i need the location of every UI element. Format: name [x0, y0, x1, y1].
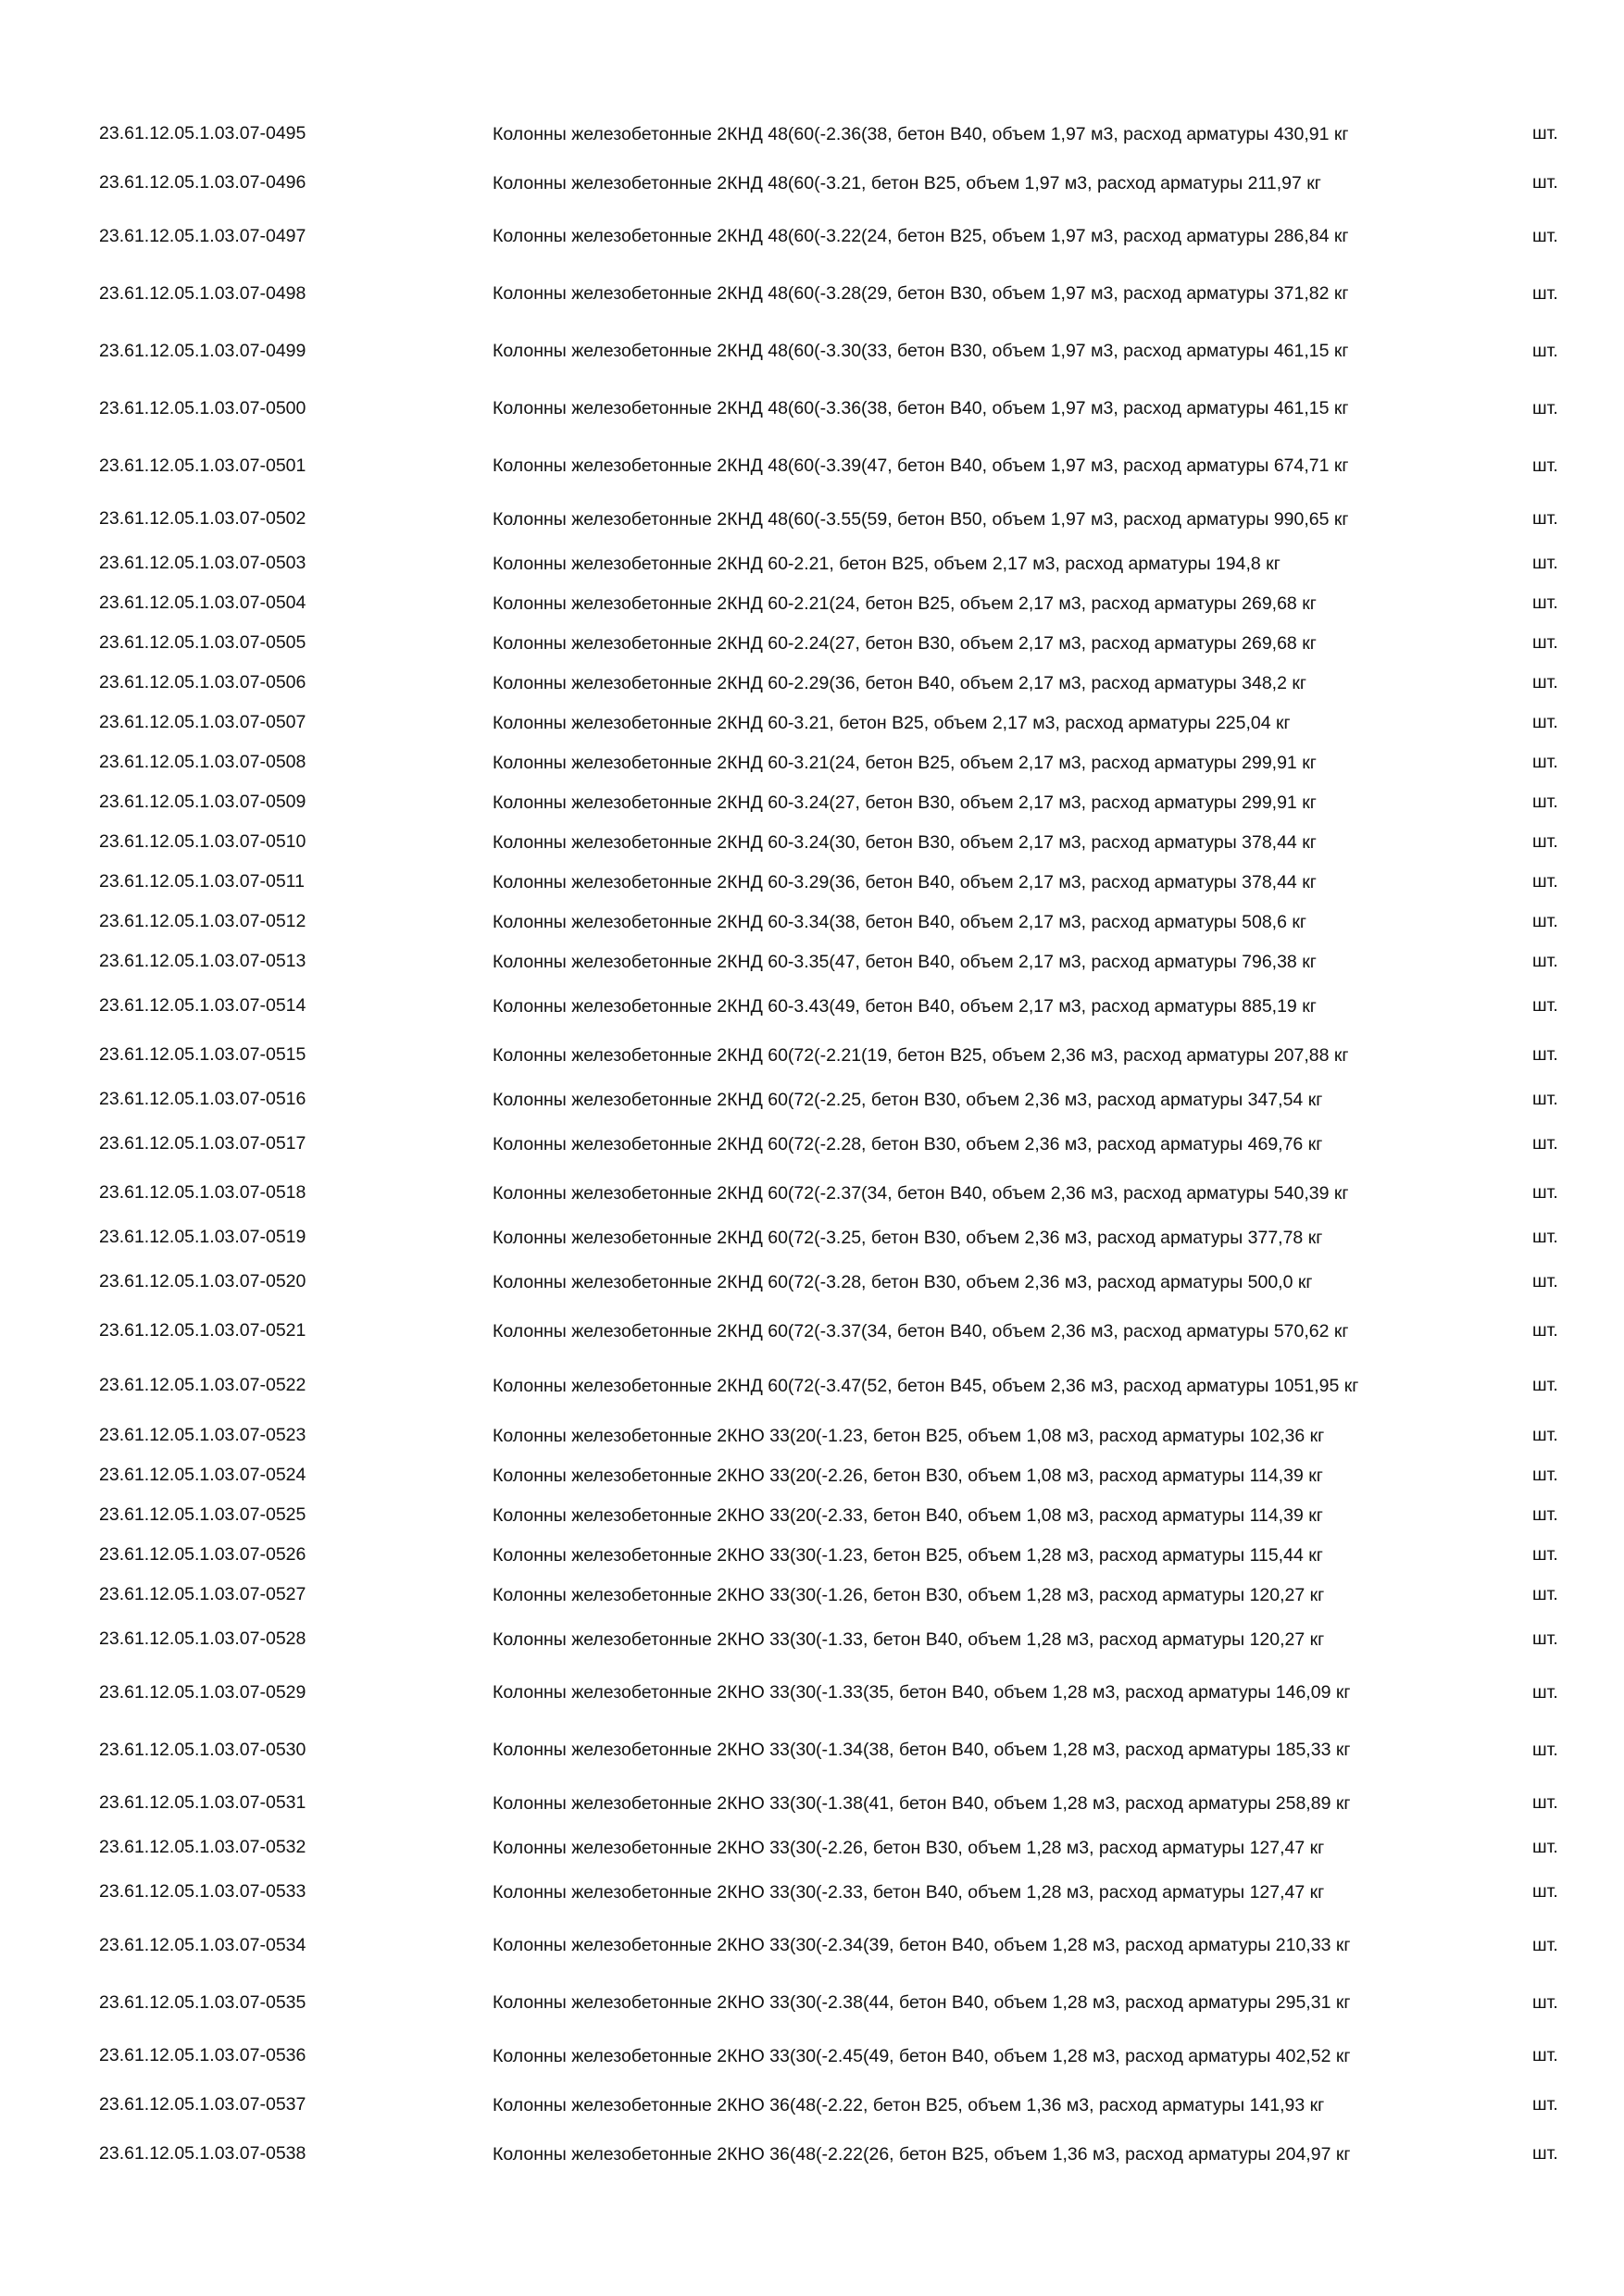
resource-description: Колонны железобетонные 2КНО 36(48(-2.22(26, бетон В25, объем 1,36 м3, расход арматуры 204,97 кг	[493, 2143, 1351, 2165]
resource-code: 23.61.12.05.1.03.07-0510	[99, 831, 306, 852]
resource-code: 23.61.12.05.1.03.07-0529	[99, 1681, 306, 1703]
table-row	[0, 158, 1624, 207]
resource-description: Колонны железобетонные 2КНД 48(60(-3.55(59, бетон В50, объем 1,97 м3, расход арматуры 990,65 кг	[493, 508, 1349, 530]
table-row	[0, 2129, 1624, 2178]
unit-of-measure: шт.	[1532, 1271, 1558, 1292]
resource-code: 23.61.12.05.1.03.07-0535	[99, 1991, 306, 2013]
resource-code: 23.61.12.05.1.03.07-0513	[99, 951, 306, 971]
unit-of-measure: шт.	[1532, 2045, 1558, 2065]
resource-description: Колонны железобетонные 2КНД 60-2.21, бетон В25, объем 2,17 м3, расход арматуры 194,8 кг	[493, 553, 1280, 574]
unit-of-measure: шт.	[1532, 340, 1558, 361]
table-row	[0, 942, 1624, 981]
unit-of-measure: шт.	[1532, 1089, 1558, 1109]
resource-code: 23.61.12.05.1.03.07-0500	[99, 397, 306, 418]
resource-code: 23.61.12.05.1.03.07-0538	[99, 2143, 306, 2164]
resource-code: 23.61.12.05.1.03.07-0536	[99, 2045, 306, 2065]
resource-code: 23.61.12.05.1.03.07-0497	[99, 225, 306, 246]
table-row	[0, 1119, 1624, 1168]
unit-of-measure: шт.	[1532, 1991, 1558, 2013]
resource-description: Колонны железобетонные 2КНД 60(72(-2.37(34, бетон В40, объем 2,36 м3, расход арматуры 540,39 кг	[493, 1182, 1349, 1204]
resource-code: 23.61.12.05.1.03.07-0502	[99, 508, 306, 529]
unit-of-measure: шт.	[1532, 831, 1558, 852]
unit-of-measure: шт.	[1532, 871, 1558, 892]
unit-of-measure: шт.	[1532, 1320, 1558, 1341]
table-row	[0, 1257, 1624, 1306]
resource-description: Колонны железобетонные 2КНО 33(30(-2.45(49, бетон В40, объем 1,28 м3, расход арматуры 402,52 кг	[493, 2045, 1351, 2066]
resource-code: 23.61.12.05.1.03.07-0495	[99, 123, 306, 144]
resource-code: 23.61.12.05.1.03.07-0511	[99, 871, 305, 892]
resource-code: 23.61.12.05.1.03.07-0527	[99, 1584, 306, 1604]
resource-description: Колонны железобетонные 2КНД 60-3.29(36, бетон В40, объем 2,17 м3, расход арматуры 378,44 кг	[493, 871, 1317, 892]
resource-code: 23.61.12.05.1.03.07-0504	[99, 593, 306, 613]
resource-code: 23.61.12.05.1.03.07-0503	[99, 553, 306, 573]
unit-of-measure: шт.	[1532, 1227, 1558, 1247]
resource-code: 23.61.12.05.1.03.07-0521	[99, 1320, 306, 1341]
resource-description: Колонны железобетонные 2КНД 48(60(-3.39(47, бетон В40, объем 1,97 м3, расход арматуры 674,71 кг	[493, 455, 1349, 476]
resource-description: Колонны железобетонные 2КНО 36(48(-2.22, бетон В25, объем 1,36 м3, расход арматуры 141,93 кг	[493, 2094, 1325, 2115]
table-row	[0, 1615, 1624, 1664]
table-row	[0, 543, 1624, 583]
resource-code: 23.61.12.05.1.03.07-0533	[99, 1881, 306, 1902]
resource-description: Колонны железобетонные 2КНД 48(60(-3.36(38, бетон В40, объем 1,97 м3, расход арматуры 461,15 кг	[493, 398, 1349, 418]
resource-description: Колонны железобетонные 2КНД 60(72(-2.21(19, бетон В25, объем 2,36 м3, расход арматуры 207,88 кг	[493, 1044, 1349, 1066]
unit-of-measure: шт.	[1532, 123, 1558, 144]
unit-of-measure: шт.	[1532, 1628, 1558, 1649]
table-row	[0, 742, 1624, 782]
unit-of-measure: шт.	[1532, 397, 1558, 418]
unit-of-measure: шт.	[1532, 995, 1558, 1016]
resource-code: 23.61.12.05.1.03.07-0516	[99, 1089, 306, 1109]
unit-of-measure: шт.	[1532, 632, 1558, 653]
resource-code: 23.61.12.05.1.03.07-0506	[99, 672, 306, 693]
unit-of-measure: шт.	[1532, 1681, 1558, 1703]
table-row	[0, 109, 1624, 158]
table-row	[0, 1778, 1624, 1828]
table-row	[0, 1974, 1624, 2031]
table-row	[0, 1030, 1624, 1079]
unit-of-measure: шт.	[1532, 1739, 1558, 1760]
table-row	[0, 1828, 1624, 1867]
resource-description: Колонны железобетонные 2КНО 33(30(-1.26, бетон В30, объем 1,28 м3, расход арматуры 120,27 кг	[493, 1584, 1325, 1605]
table-row	[0, 981, 1624, 1030]
table-row	[0, 1721, 1624, 1778]
unit-of-measure: шт.	[1532, 1425, 1558, 1445]
resource-code: 23.61.12.05.1.03.07-0537	[99, 2094, 306, 2115]
table-row	[0, 1416, 1624, 1455]
unit-of-measure: шт.	[1532, 911, 1558, 931]
resource-code: 23.61.12.05.1.03.07-0519	[99, 1227, 306, 1247]
resource-code: 23.61.12.05.1.03.07-0517	[99, 1133, 306, 1154]
resource-description: Колонны железобетонные 2КНД 48(60(-3.30(33, бетон В30, объем 1,97 м3, расход арматуры 461,15 кг	[493, 341, 1349, 361]
resource-description: Колонны железобетонные 2КНО 33(30(-1.34(38, бетон В40, объем 1,28 м3, расход арматуры 185,33 кг	[493, 1740, 1351, 1760]
resource-description: Колонны железобетонные 2КНД 60-2.29(36, бетон В40, объем 2,17 м3, расход арматуры 348,2 кг	[493, 672, 1306, 693]
resource-code: 23.61.12.05.1.03.07-0507	[99, 712, 306, 732]
resource-description: Колонны железобетонные 2КНО 33(30(-2.34(39, бетон В40, объем 1,28 м3, расход арматуры 210,33 кг	[493, 1935, 1351, 1955]
table-row	[0, 1535, 1624, 1575]
resource-description: Колонны железобетонные 2КНО 33(30(-1.38(41, бетон В40, объем 1,28 м3, расход арматуры 258,89 кг	[493, 1792, 1351, 1814]
resource-description: Колонны железобетонные 2КНД 60-3.24(27, бетон В30, объем 2,17 м3, расход арматуры 299,91 кг	[493, 792, 1317, 813]
resource-code: 23.61.12.05.1.03.07-0522	[99, 1375, 306, 1395]
unit-of-measure: шт.	[1532, 1375, 1558, 1395]
table-row	[0, 437, 1624, 494]
resource-description: Колонны железобетонные 2КНД 60(72(-2.28, бетон В30, объем 2,36 м3, расход арматуры 469,76 кг	[493, 1133, 1323, 1154]
resource-description: Колонны железобетонные 2КНО 33(30(-2.38(44, бетон В40, объем 1,28 м3, расход арматуры 295,31 кг	[493, 1992, 1351, 2013]
resource-description: Колонны железобетонные 2КНД 60(72(-3.47(52, бетон В45, объем 2,36 м3, расход арматуры 1051,95 кг	[493, 1375, 1359, 1396]
table-row	[0, 822, 1624, 862]
unit-of-measure: шт.	[1532, 752, 1558, 772]
table-row	[0, 623, 1624, 663]
resource-code: 23.61.12.05.1.03.07-0509	[99, 792, 306, 812]
resource-code: 23.61.12.05.1.03.07-0531	[99, 1792, 306, 1813]
unit-of-measure: шт.	[1532, 1881, 1558, 1902]
resource-code: 23.61.12.05.1.03.07-0514	[99, 995, 306, 1016]
table-row	[0, 902, 1624, 942]
unit-of-measure: шт.	[1532, 282, 1558, 304]
table-row	[0, 2031, 1624, 2080]
table-row	[0, 207, 1624, 265]
resource-description: Колонны железобетонные 2КНД 60(72(-3.28, бетон В30, объем 2,36 м3, расход арматуры 500,0 кг	[493, 1271, 1313, 1292]
table-row	[0, 1495, 1624, 1535]
unit-of-measure: шт.	[1532, 1584, 1558, 1604]
resource-description: Колонны железобетонные 2КНД 60-3.35(47, бетон В40, объем 2,17 м3, расход арматуры 796,38 кг	[493, 951, 1317, 972]
resource-description: Колонны железобетонные 2КНО 33(20(-2.33, бетон В40, объем 1,08 м3, расход арматуры 114,39 кг	[493, 1504, 1323, 1526]
resource-code: 23.61.12.05.1.03.07-0518	[99, 1182, 306, 1203]
unit-of-measure: шт.	[1532, 951, 1558, 971]
unit-of-measure: шт.	[1532, 1133, 1558, 1154]
resource-description: Колонны железобетонные 2КНД 60-2.24(27, бетон В30, объем 2,17 м3, расход арматуры 269,68 кг	[493, 632, 1317, 654]
unit-of-measure: шт.	[1532, 1934, 1558, 1955]
table-row	[0, 782, 1624, 822]
resource-description: Колонны железобетонные 2КНО 33(30(-1.33, бетон В40, объем 1,28 м3, расход арматуры 120,27 кг	[493, 1628, 1325, 1650]
table-row	[0, 1916, 1624, 1974]
table-row	[0, 1168, 1624, 1217]
unit-of-measure: шт.	[1532, 1465, 1558, 1485]
unit-of-measure: шт.	[1532, 1792, 1558, 1813]
resource-code: 23.61.12.05.1.03.07-0501	[99, 455, 306, 476]
table-row	[0, 1355, 1624, 1416]
resource-description: Колонны железобетонные 2КНД 60(72(-2.25, бетон В30, объем 2,36 м3, расход арматуры 347,54 кг	[493, 1089, 1323, 1110]
table-row	[0, 703, 1624, 742]
resource-description: Колонны железобетонные 2КНД 60-3.21(24, бетон В25, объем 2,17 м3, расход арматуры 299,91 кг	[493, 752, 1317, 773]
resource-description: Колонны железобетонные 2КНО 33(30(-1.33(35, бетон В40, объем 1,28 м3, расход арматуры 146,09 кг	[493, 1682, 1351, 1703]
unit-of-measure: шт.	[1532, 792, 1558, 812]
unit-of-measure: шт.	[1532, 593, 1558, 613]
resource-description: Колонны железобетонные 2КНО 33(30(-2.26, бетон В30, объем 1,28 м3, расход арматуры 127,47 кг	[493, 1837, 1325, 1858]
table-row	[0, 494, 1624, 543]
resource-code: 23.61.12.05.1.03.07-0534	[99, 1934, 306, 1955]
unit-of-measure: шт.	[1532, 672, 1558, 693]
unit-of-measure: шт.	[1532, 553, 1558, 573]
resource-description: Колонны железобетонные 2КНД 60-2.21(24, бетон В25, объем 2,17 м3, расход арматуры 269,68 кг	[493, 593, 1317, 614]
table-row	[0, 1575, 1624, 1615]
table-row	[0, 1306, 1624, 1355]
resource-description: Колонны железобетонные 2КНД 48(60(-3.28(29, бетон В30, объем 1,97 м3, расход арматуры 371,82 кг	[493, 283, 1349, 304]
resource-code: 23.61.12.05.1.03.07-0523	[99, 1425, 306, 1445]
resource-description: Колонны железобетонные 2КНО 33(20(-2.26, бетон В30, объем 1,08 м3, расход арматуры 114,39 кг	[493, 1465, 1323, 1486]
unit-of-measure: шт.	[1532, 712, 1558, 732]
unit-of-measure: шт.	[1532, 1044, 1558, 1065]
table-row	[0, 1217, 1624, 1257]
resource-description: Колонны железобетонные 2КНД 48(60(-3.22(24, бетон В25, объем 1,97 м3, расход арматуры 286,84 кг	[493, 226, 1349, 246]
resource-code: 23.61.12.05.1.03.07-0496	[99, 172, 306, 193]
resource-description: Колонны железобетонные 2КНД 60-3.34(38, бетон В40, объем 2,17 м3, расход арматуры 508,6 кг	[493, 911, 1306, 932]
table-row	[0, 663, 1624, 703]
table-row	[0, 1664, 1624, 1721]
resource-code: 23.61.12.05.1.03.07-0508	[99, 752, 306, 772]
unit-of-measure: шт.	[1532, 508, 1558, 529]
table-row	[0, 1079, 1624, 1119]
resource-description: Колонны железобетонные 2КНО 33(30(-2.33, бетон В40, объем 1,28 м3, расход арматуры 127,47 кг	[493, 1881, 1325, 1903]
resource-code: 23.61.12.05.1.03.07-0498	[99, 282, 306, 304]
resource-code: 23.61.12.05.1.03.07-0512	[99, 911, 306, 931]
resource-description: Колонны железобетонные 2КНД 60(72(-3.25, бетон В30, объем 2,36 м3, расход арматуры 377,78 кг	[493, 1227, 1323, 1248]
resource-description: Колонны железобетонные 2КНД 60-3.24(30, бетон В30, объем 2,17 м3, расход арматуры 378,44 кг	[493, 831, 1317, 853]
resource-code: 23.61.12.05.1.03.07-0499	[99, 340, 306, 361]
resource-table	[0, 109, 1624, 2178]
unit-of-measure: шт.	[1532, 455, 1558, 476]
table-row	[0, 1455, 1624, 1495]
resource-code: 23.61.12.05.1.03.07-0505	[99, 632, 306, 653]
unit-of-measure: шт.	[1532, 2143, 1558, 2164]
table-row	[0, 862, 1624, 902]
resource-description: Колонны железобетонные 2КНД 60(72(-3.37(34, бетон В40, объем 2,36 м3, расход арматуры 570,62 кг	[493, 1320, 1349, 1341]
unit-of-measure: шт.	[1532, 1182, 1558, 1203]
resource-description: Колонны железобетонные 2КНД 60-3.43(49, бетон В40, объем 2,17 м3, расход арматуры 885,19 кг	[493, 995, 1317, 1017]
resource-code: 23.61.12.05.1.03.07-0528	[99, 1628, 306, 1649]
table-row	[0, 2080, 1624, 2129]
table-row	[0, 1867, 1624, 1916]
resource-description: Колонны железобетонные 2КНО 33(30(-1.23, бетон В25, объем 1,28 м3, расход арматуры 115,44 кг	[493, 1544, 1323, 1566]
resource-code: 23.61.12.05.1.03.07-0530	[99, 1739, 306, 1760]
unit-of-measure: шт.	[1532, 172, 1558, 193]
unit-of-measure: шт.	[1532, 2094, 1558, 2115]
resource-description: Колонны железобетонные 2КНО 33(20(-1.23, бетон В25, объем 1,08 м3, расход арматуры 102,36 кг	[493, 1425, 1325, 1446]
resource-code: 23.61.12.05.1.03.07-0515	[99, 1044, 306, 1065]
resource-code: 23.61.12.05.1.03.07-0532	[99, 1837, 306, 1857]
unit-of-measure: шт.	[1532, 1504, 1558, 1525]
unit-of-measure: шт.	[1532, 225, 1558, 246]
unit-of-measure: шт.	[1532, 1837, 1558, 1857]
table-row	[0, 322, 1624, 380]
table-row	[0, 265, 1624, 322]
table-row	[0, 380, 1624, 437]
resource-code: 23.61.12.05.1.03.07-0520	[99, 1271, 306, 1292]
resource-code: 23.61.12.05.1.03.07-0526	[99, 1544, 306, 1565]
resource-description: Колонны железобетонные 2КНД 48(60(-2.36(38, бетон В40, объем 1,97 м3, расход арматуры 430,91 кг	[493, 123, 1349, 144]
resource-description: Колонны железобетонные 2КНД 60-3.21, бетон В25, объем 2,17 м3, расход арматуры 225,04 кг	[493, 712, 1291, 733]
resource-code: 23.61.12.05.1.03.07-0525	[99, 1504, 306, 1525]
resource-description: Колонны железобетонные 2КНД 48(60(-3.21, бетон В25, объем 1,97 м3, расход арматуры 211,97 кг	[493, 172, 1321, 193]
unit-of-measure: шт.	[1532, 1544, 1558, 1565]
resource-code: 23.61.12.05.1.03.07-0524	[99, 1465, 306, 1485]
table-row	[0, 583, 1624, 623]
